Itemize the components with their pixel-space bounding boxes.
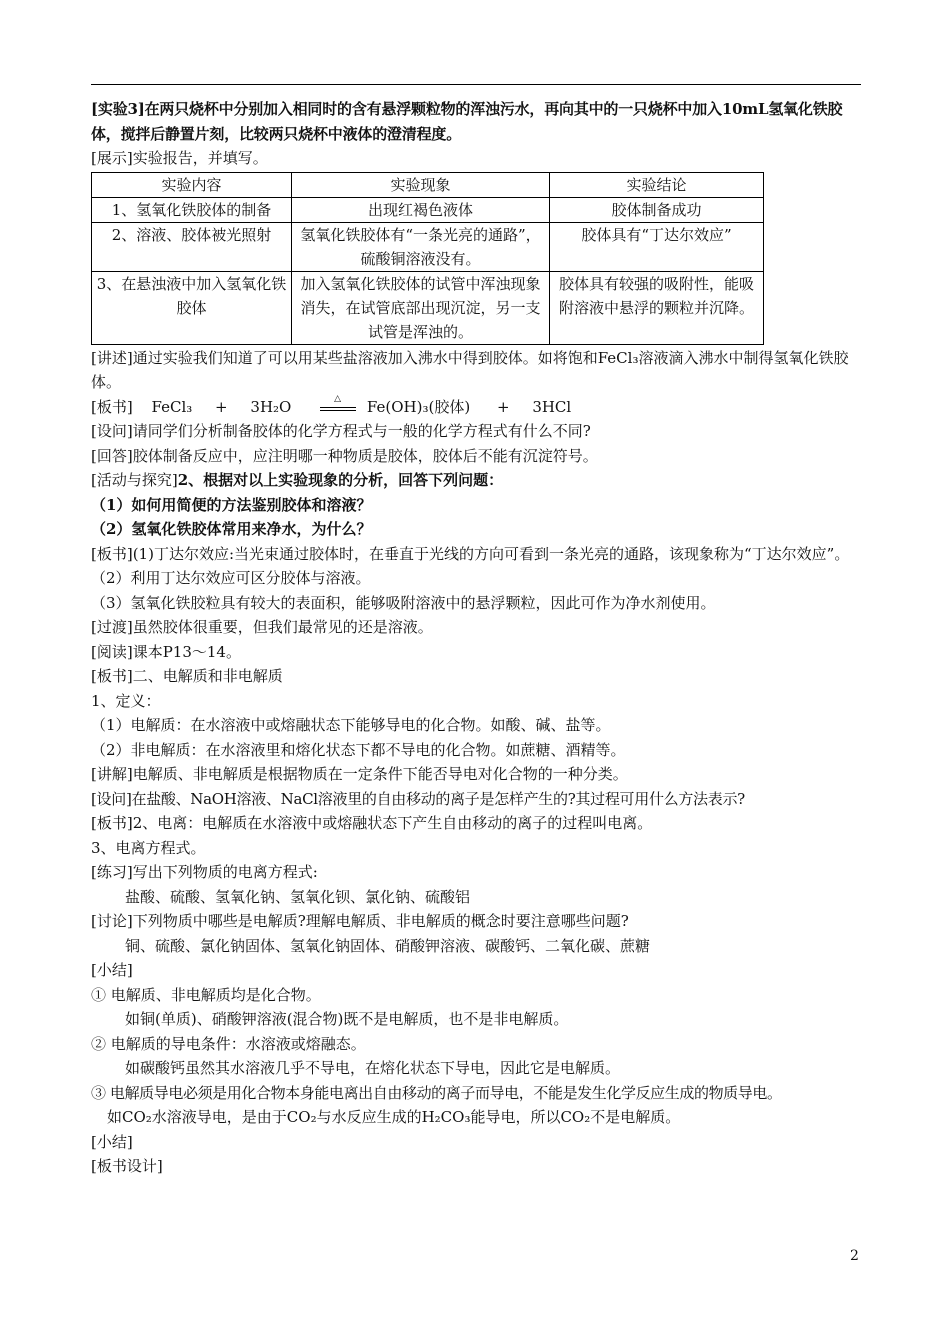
text-line: [过渡]虽然胶体很重要，但我们最常见的还是溶液。 — [91, 618, 433, 636]
text-line: [设问]在盐酸、NaOH溶液、NaCl溶液里的自由移动的离子是怎样产生的?其过程可用什么方法表示? — [91, 789, 745, 808]
summary-point-2-note: 如碳酸钙虽然其水溶液几乎不导电，在熔化状态下导电，因此它是电解质。 — [125, 1059, 621, 1077]
question-2: （2）氢氧化铁胶体常用来净水，为什么？ — [91, 520, 372, 538]
table-header: 实验内容 — [92, 172, 292, 197]
table-cell: 胶体具有较强的吸附性，能吸附溶液中悬浮的颗粒并沉降。 — [550, 271, 764, 344]
answer-line: [回答]胶体制备反应中，应注明哪一种物质是胶体，胶体后不能有沉淀符号。 — [91, 446, 598, 465]
experiment-3-text: [实验3]在两只烧杯中分别加入相同时的含有悬浮颗粒物的浑浊污水，再向其中的一只烧杯中加入10mL氢氧化铁胶体，搅拌后静置片刻，比较两只烧杯中液体的澄清程度。 — [91, 100, 843, 143]
question-line: [设问]请同学们分析制备胶体的化学方程式与一般的化学方程式有什么不同? — [91, 422, 591, 440]
practice-items: 盐酸、硫酸、氢氧化钠、氢氧化钡、氯化钠、硫酸铝 — [125, 887, 471, 906]
show-line: [展示]实验报告，并填写。 — [91, 149, 268, 167]
table-cell: 胶体制备成功 — [550, 197, 764, 222]
table-cell: 1、氢氧化铁胶体的制备 — [92, 197, 292, 222]
eq-label: [板书] — [91, 397, 133, 416]
summary-point-1-note: 如铜(单质)、硝酸钾溶液(混合物)既不是电解质，也不是非电解质。 — [125, 1010, 569, 1028]
table-cell: 氢氧化铁胶体有“一条光亮的通路”，硫酸铜溶液没有。 — [292, 222, 550, 271]
header-rule — [91, 84, 861, 85]
summary-label: [小结] — [91, 961, 133, 979]
eq-product-2: 3HCl — [532, 397, 572, 416]
table-header-row — [92, 172, 764, 197]
text-line: [板书]2、电离：电解质在水溶液中或熔融状态下产生自由移动的离子的过程叫电离。 — [91, 814, 653, 832]
eq-plus: + — [215, 397, 228, 416]
text-line: [练习]写出下列物质的电离方程式: — [91, 863, 318, 881]
table-row — [92, 222, 764, 271]
summary-point-3-note: 如CO₂水溶液导电，是由于CO₂与水反应生成的H₂CO₃能导电，所以CO₂不是电解质。 — [107, 1108, 681, 1126]
table-header: 实验现象 — [292, 172, 550, 197]
summary-point-1: ① 电解质、非电解质均是化合物。 — [91, 985, 321, 1004]
text-line: （2）非电解质：在水溶液里和熔化状态下都不导电的化合物。如蔗糖、酒精等。 — [91, 740, 626, 759]
text-line: 3、电离方程式。 — [91, 838, 206, 857]
discuss-line: [讨论]下列物质中哪些是电解质?理解电解质、非电解质的概念时要注意哪些问题? — [91, 912, 629, 930]
text-line: [板书]二、电解质和非电解质 — [91, 667, 283, 685]
text-line: [阅读]课本P13～14。 — [91, 642, 241, 661]
eq-plus: + — [496, 397, 510, 416]
summary-point-3: ③ 电解质导电必须是用化合物本身能电离出自由移动的离子而导电，不能是发生化学反应生成的物质导电。 — [91, 1083, 782, 1102]
summary-label-2: [小结] — [91, 1132, 133, 1151]
chemical-equation — [91, 395, 866, 420]
eq-reactant-2: 3H₂O — [250, 397, 292, 416]
table-cell: 2、溶液、胶体被光照射 — [92, 222, 292, 271]
heat-condition: △ — [334, 393, 342, 404]
board-design-label: [板书设计] — [91, 1157, 163, 1175]
lecture-line: [讲述]通过实验我们知道了可以用某些盐溶液加入沸水中得到胶体。如将饱和FeCl₃溶液滴入沸水中制得氢氧化铁胶体。 — [91, 348, 849, 391]
text-line: （1）电解质：在水溶液中或熔融状态下能够导电的化合物。如酸、碱、盐等。 — [91, 716, 611, 734]
activity-prefix: [活动与探究] — [91, 471, 178, 489]
question-1: （1）如何用简便的方法鉴别胶体和溶液？ — [91, 495, 372, 514]
document-body — [91, 97, 866, 1179]
activity-line — [91, 468, 866, 493]
discuss-items: 铜、硫酸、氯化钠固体、氢氧化钠固体、硝酸钾溶液、碳酸钙、二氧化碳、蔗糖 — [125, 936, 651, 955]
activity-title: 2、根据对以上实验现象的分析，回答下列问题： — [177, 471, 504, 489]
table-row — [92, 197, 764, 222]
eq-product-1: Fe(OH)₃(胶体) — [366, 397, 471, 416]
table-cell: 胶体具有“丁达尔效应” — [550, 222, 764, 271]
table-cell: 加入氢氧化铁胶体的试管中浑浊现象消失，在试管底部出现沉淀，另一支试管是浑浊的。 — [292, 271, 550, 344]
text-line: [讲解]电解质、非电解质是根据物质在一定条件下能否导电对化合物的一种分类。 — [91, 765, 628, 783]
eq-reactant-1: FeCl₃ — [151, 397, 193, 416]
table-cell: 出现红褐色液体 — [292, 197, 550, 222]
experiment-report-table — [91, 172, 764, 345]
equilibrium-arrow-icon — [320, 393, 356, 413]
board-line: [板书](1)丁达尔效应:当光束通过胶体时，在垂直于光线的方向可看到一条光亮的通路，该现象称为“丁达尔效应”。 — [91, 544, 850, 563]
table-header: 实验结论 — [550, 172, 764, 197]
table-row — [92, 271, 764, 344]
text-line: （3）氢氧化铁胶粒具有较大的表面积，能够吸附溶液中的悬浮颗粒，因此可作为净水剂使用。 — [91, 593, 716, 612]
table-cell: 3、在悬浊液中加入氢氧化铁胶体 — [92, 271, 292, 344]
page-number: 2 — [850, 1248, 859, 1264]
text-line: （2）利用丁达尔效应可区分胶体与溶液。 — [91, 569, 371, 587]
text-line: 1、定义： — [91, 691, 161, 710]
summary-point-2: ② 电解质的导电条件：水溶液或熔融态。 — [91, 1034, 366, 1053]
